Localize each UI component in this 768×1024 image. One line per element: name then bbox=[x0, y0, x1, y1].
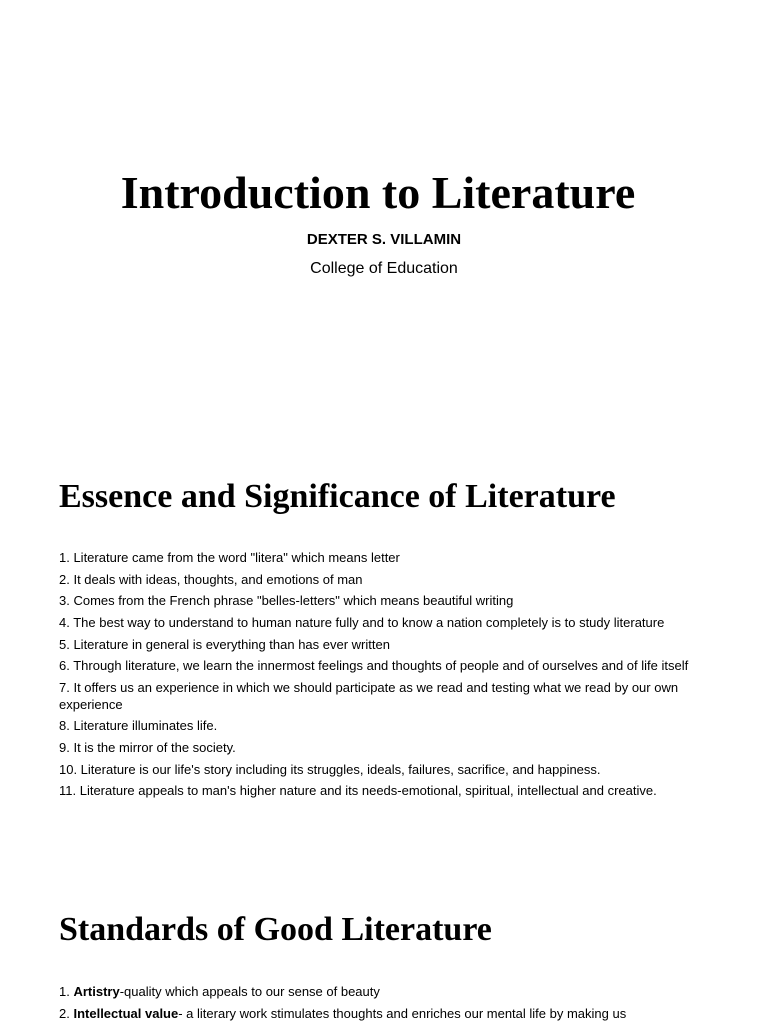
standards-list bbox=[59, 984, 719, 1024]
essence-section-heading: Essence and Significance of Literature bbox=[59, 478, 616, 515]
document-title: Introduction to Literature bbox=[120, 167, 636, 218]
standards-section-heading: Standards of Good Literature bbox=[59, 911, 492, 948]
list-item: 9. It is the mirror of the society. bbox=[59, 740, 236, 755]
essence-list bbox=[59, 550, 719, 805]
list-item bbox=[59, 1006, 719, 1023]
list-item: 5. Literature in general is everything than has ever written bbox=[59, 636, 390, 652]
list-item-text: -quality which appeals to our sense of beauty bbox=[119, 984, 380, 999]
list-item: 2. It deals with ideas, thoughts, and emotions of man bbox=[59, 571, 363, 587]
list-item-number: 2. bbox=[59, 1005, 74, 1021]
list-item-term: Intellectual value bbox=[73, 1005, 179, 1021]
list-item-text: - a literary work stimulates thoughts and enriches our mental life by making us bbox=[178, 1005, 627, 1021]
author-affiliation: College of Education bbox=[310, 260, 458, 277]
list-item: 4. The best way to understand to human nature fully and to know a nation completely is to study literature bbox=[59, 615, 665, 631]
list-item: 1. Literature came from the word "litera" which means letter bbox=[59, 550, 400, 565]
list-item bbox=[59, 984, 719, 1001]
list-item-number: 1. bbox=[59, 984, 74, 999]
list-item: 6. Through literature, we learn the innermost feelings and thoughts of people and of ourselves and of life itself bbox=[59, 658, 689, 674]
list-item-term: Artistry bbox=[73, 984, 120, 999]
list-item: 3. Comes from the French phrase "belles-letters" which means beautiful writing bbox=[59, 593, 514, 609]
list-item: 10. Literature is our life's story including its struggles, ideals, failures, sacrifice, and happiness. bbox=[59, 761, 601, 777]
list-item: 7. It offers us an experience in which we should participate as we read and testing what we read by our own experience bbox=[59, 680, 679, 712]
list-item: 8. Literature illuminates life. bbox=[59, 718, 218, 734]
list-item: 11. Literature appeals to man's higher nature and its needs-emotional, spiritual, intellectual and creative. bbox=[59, 783, 657, 799]
author-name: DEXTER S. VILLAMIN bbox=[306, 231, 462, 248]
